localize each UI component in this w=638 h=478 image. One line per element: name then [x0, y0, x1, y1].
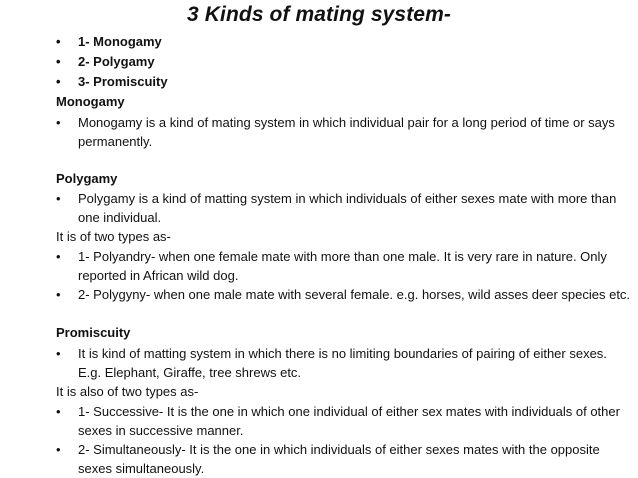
- monogamy-text: Monogamy is a kind of mating system in which individual pair for a long period of time or says permanently.: [78, 115, 615, 149]
- promiscuity-types-intro: It is also of two types as-: [56, 384, 199, 399]
- bullet-icon: •: [56, 287, 61, 302]
- bullet-icon: •: [56, 54, 61, 69]
- successive-text: 1- Successive- It is the one in which one individual of either sex mates with individuals of other sexes in successive manner.: [78, 404, 620, 438]
- polygamy-heading: Polygamy: [56, 171, 118, 186]
- monogamy-heading: Monogamy: [56, 94, 125, 109]
- promiscuity-type-successive: [56, 402, 632, 440]
- polygamy-point: [56, 189, 632, 227]
- bullet-icon: •: [56, 442, 61, 457]
- polygamy-type-polyandry: [56, 247, 632, 285]
- bullet-icon: •: [56, 34, 61, 49]
- slide-title: 3 Kinds of mating system-: [187, 3, 451, 26]
- promiscuity-heading: Promiscuity: [56, 325, 131, 340]
- polygamy-type-polygyny: [56, 285, 632, 304]
- polygamy-text: Polygamy is a kind of matting system in which individuals of either sexes mate with more than one individual.: [78, 191, 617, 225]
- kind-label: 3- Promiscuity: [78, 74, 168, 89]
- kind-label: 1- Monogamy: [78, 34, 162, 49]
- promiscuity-text: It is kind of matting system in which there is no limiting boundaries of pairing of either sexes. E.g. Elephant, Giraffe, tree shrews etc.: [78, 346, 607, 380]
- bullet-icon: •: [56, 115, 61, 130]
- promiscuity-point: [56, 344, 632, 382]
- bullet-icon: •: [56, 74, 61, 89]
- bullet-icon: •: [56, 346, 61, 361]
- kind-label: 2- Polygamy: [78, 54, 155, 69]
- bullet-icon: •: [56, 404, 61, 419]
- bullet-icon: •: [56, 191, 61, 206]
- simultaneous-text: 2- Simultaneously- It is the one in which individuals of either sexes mates with the opposite sexes simultaneously.: [78, 442, 600, 476]
- monogamy-point: [56, 113, 632, 151]
- polygyny-text: 2- Polygyny- when one male mate with several female. e.g. horses, wild asses deer species etc.: [78, 287, 631, 302]
- polyandry-text: 1- Polyandry- when one female mate with more than one male. It is very rare in nature. Only reported in African wild dog.: [78, 249, 607, 283]
- polygamy-types-intro: It is of two types as-: [56, 229, 171, 244]
- promiscuity-type-simultaneous: [56, 440, 632, 478]
- bullet-icon: •: [56, 249, 61, 264]
